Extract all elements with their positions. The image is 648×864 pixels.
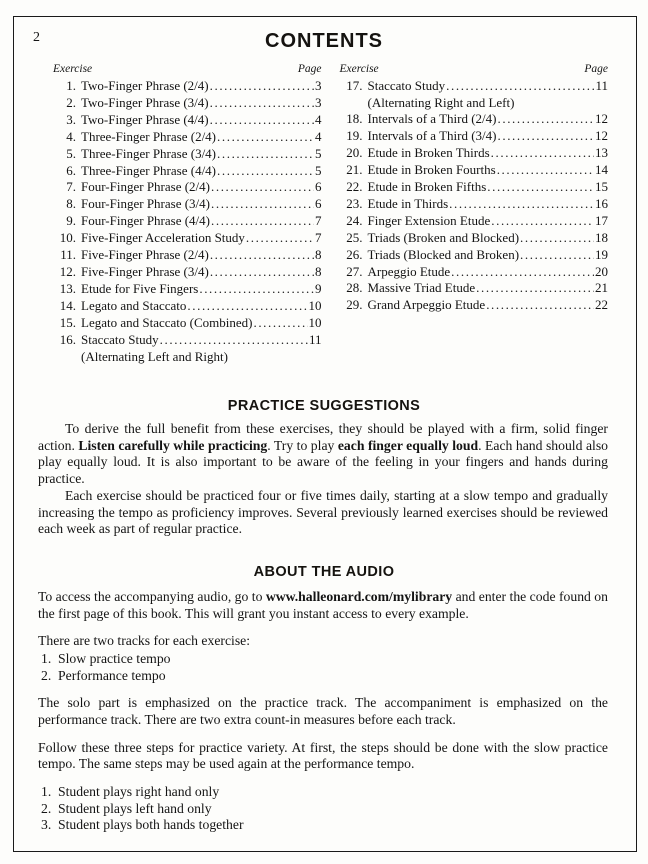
toc-entry-subtitle: (Alternating Left and Right) (81, 348, 228, 364)
toc-entry-page: 4 (315, 128, 322, 144)
practice-suggestions-heading: PRACTICE SUGGESTIONS (227, 398, 421, 414)
toc-entry-title: Five-Finger Phrase (2/4) (81, 247, 209, 263)
practice-suggestions-section (0, 421, 648, 538)
toc-entry (53, 298, 322, 315)
toc-entry (340, 247, 609, 264)
toc-entry-page: 7 (315, 213, 322, 229)
toc-leader-dots (449, 196, 594, 213)
toc-entry-page: 21 (595, 280, 608, 296)
toc-entry-title: Etude in Broken Fifths (367, 179, 487, 195)
text-segment: and enter the code found on the first page of this book. This will grant you instant access to every example. (38, 588, 608, 621)
toc-entry-number: 25. (346, 229, 363, 245)
audio-paragraph-1 (38, 589, 608, 622)
toc-leader-dots (498, 128, 595, 145)
toc-entry-page: 6 (315, 196, 322, 212)
toc-entry-number: 7. (66, 179, 76, 195)
toc-entry-number: 20. (346, 145, 363, 161)
toc-entry-title: Five-Finger Phrase (3/4) (81, 263, 209, 279)
toc-entry-number: 29. (346, 297, 363, 313)
toc-entry-title: Two-Finger Phrase (2/4) (81, 78, 209, 93)
toc-leader-dots (217, 146, 314, 163)
toc-entry-page: 17 (595, 212, 608, 228)
toc-entry-number: 28. (346, 280, 363, 296)
toc-leader-dots (246, 230, 314, 247)
toc-leader-dots (520, 247, 594, 264)
toc-entry (53, 264, 322, 281)
audio-paragraph-3: Follow these three steps for practice variety. At first, the steps should be done with the slow practice tempo. The same steps may be used again at the performance tempo. (38, 739, 608, 772)
toc-entry-title: Grand Arpeggio Etude (367, 297, 486, 313)
toc-entry-number: 4. (66, 128, 76, 144)
toc-leader-dots (217, 129, 314, 146)
toc-column-headers (53, 63, 322, 75)
list-item-number: 2. (41, 800, 52, 816)
toc-entry-page: 3 (315, 94, 322, 110)
toc-entry-title: Intervals of a Third (2/4) (367, 111, 497, 127)
toc-leader-dots (199, 281, 314, 298)
toc-leader-dots (491, 213, 594, 230)
toc-entry-number: 16. (59, 331, 76, 347)
list-item (38, 668, 608, 685)
toc-leader-dots (210, 95, 314, 112)
list-item-text: Performance tempo (58, 667, 166, 683)
toc-leader-dots (217, 163, 314, 180)
toc-entry-subtitle: (Alternating Right and Left) (367, 94, 515, 110)
toc-leader-dots (520, 230, 594, 247)
toc-leader-dots (211, 196, 314, 213)
bold-text-segment: Listen carefully while practicing (78, 437, 268, 453)
toc-entry-page: 12 (595, 111, 608, 127)
about-the-audio-heading: ABOUT THE AUDIO (253, 563, 395, 580)
toc-entry-title: Staccato Study (81, 331, 159, 347)
list-item-number: 2. (41, 667, 52, 683)
toc-entry-title: Etude in Broken Thirds (367, 145, 490, 161)
toc-entry-title: Etude in Thirds (367, 195, 449, 211)
list-item-text: Student plays both hands together (58, 817, 244, 833)
text-segment: . Try to play (267, 437, 338, 453)
toc-entry-number: 13. (59, 280, 76, 296)
toc-entry-page: 10 (308, 314, 322, 330)
list-item-number: 1. (41, 784, 52, 800)
toc-entry-page: 3 (315, 78, 322, 93)
toc-entry-page: 7 (315, 230, 322, 246)
toc-leader-dots (476, 280, 594, 297)
toc-leader-dots (210, 78, 314, 95)
toc-leader-dots (160, 332, 308, 349)
toc-entry (53, 163, 322, 180)
toc-entry-number: 9. (66, 213, 76, 229)
audio-url-text: www.halleonard.com/mylibrary (265, 588, 453, 604)
toc-entry-number: 24. (346, 212, 363, 228)
toc-entry-number: 15. (59, 314, 76, 330)
toc-entry (340, 264, 609, 281)
toc-entry-page: 5 (315, 145, 322, 161)
toc-entry-page: 4 (315, 111, 322, 127)
toc-entry-number: 17. (346, 78, 363, 93)
toc-entry (53, 196, 322, 213)
toc-entry-number: 3. (66, 111, 76, 127)
practice-paragraph-1 (38, 421, 608, 488)
toc-entry-title: Etude in Broken Fourths (367, 162, 496, 178)
toc-leader-dots (253, 315, 307, 332)
toc-entry-page: 16 (595, 195, 608, 211)
bold-text-segment: each finger equally loud (337, 437, 479, 453)
toc-leader-dots (487, 179, 594, 196)
table-of-contents (0, 63, 648, 365)
list-item-text: Student plays right hand only (58, 784, 220, 800)
toc-entry-title: Massive Triad Etude (367, 280, 476, 296)
toc-entry-number: 11. (60, 247, 76, 263)
list-item-text: Slow practice tempo (58, 651, 171, 667)
toc-entry (53, 146, 322, 163)
toc-entry (53, 213, 322, 230)
toc-entry-page: 14 (595, 162, 608, 178)
toc-entry-title: Etude for Five Fingers (81, 280, 199, 296)
toc-entry-title: Two-Finger Phrase (4/4) (81, 111, 209, 127)
toc-entry (53, 332, 322, 349)
toc-leader-dots (210, 112, 314, 129)
toc-entry-title: Three-Finger Phrase (3/4) (81, 145, 217, 161)
toc-entry-title: Three-Finger Phrase (2/4) (81, 128, 217, 144)
page-number: 2 (33, 30, 40, 45)
toc-entry-title: Arpeggio Etude (367, 263, 451, 279)
toc-entry-title: Staccato Study (367, 78, 446, 93)
toc-entry-page: 10 (308, 297, 322, 313)
tracks-intro-text: There are two tracks for each exercise: (38, 633, 251, 649)
toc-entry-number: 14. (59, 297, 76, 313)
toc-entry-number: 10. (59, 230, 76, 246)
toc-entry-title: Four-Finger Phrase (2/4) (81, 179, 210, 195)
toc-entry-page: 18 (595, 229, 608, 245)
toc-leader-dots (187, 298, 307, 315)
toc-entry-title: Legato and Staccato (Combined) (81, 314, 253, 330)
toc-entry (53, 315, 322, 332)
toc-entry-number: 6. (66, 162, 76, 178)
toc-leader-dots (451, 264, 594, 281)
toc-entry (53, 179, 322, 196)
contents-title: CONTENTS (265, 30, 383, 52)
toc-header-page: Page (584, 63, 608, 75)
toc-entry-number: 27. (346, 263, 363, 279)
toc-entry-page: 19 (595, 246, 608, 262)
toc-entry-number: 12. (59, 263, 76, 279)
toc-entry (53, 230, 322, 247)
toc-entry-number: 18. (346, 111, 363, 127)
toc-entry-title: Legato and Staccato (81, 297, 187, 313)
toc-entry-number: 21. (346, 162, 363, 178)
toc-leader-dots (446, 78, 594, 95)
toc-entry-page: 6 (315, 179, 322, 195)
toc-leader-dots (211, 213, 314, 230)
list-item-text: Student plays left hand only (58, 800, 212, 816)
toc-entry-title: Triads (Broken and Blocked) (367, 229, 520, 245)
list-item (38, 817, 608, 834)
toc-entry-page: 15 (595, 179, 608, 195)
toc-entry (53, 129, 322, 146)
toc-entry-number: 5. (66, 145, 76, 161)
toc-entry-page: 11 (308, 331, 322, 347)
toc-entry (53, 78, 322, 95)
text-segment: To access the accompanying audio, go to (38, 588, 266, 604)
toc-entry-title: Finger Extension Etude (367, 212, 491, 228)
toc-entry (340, 297, 609, 314)
list-item-number: 1. (41, 651, 52, 667)
toc-entry (340, 196, 609, 213)
text-segment: . Each hand should also play equally loud. It is also important to be aware of the feeling in your fingers and hands during practice. (38, 437, 608, 487)
toc-leader-dots (498, 111, 595, 128)
toc-entry-title: Triads (Blocked and Broken) (367, 246, 520, 262)
toc-entry (340, 213, 609, 230)
toc-entry (340, 230, 609, 247)
toc-entry-title: Four-Finger Phrase (3/4) (81, 196, 210, 212)
toc-entry-page: 5 (315, 162, 322, 178)
toc-leader-dots (491, 145, 594, 162)
toc-entry-title: Intervals of a Third (3/4) (367, 128, 497, 144)
toc-entry-number: 26. (346, 246, 363, 262)
toc-entry (53, 281, 322, 298)
list-item (38, 784, 608, 801)
toc-entry-page: 22 (595, 297, 608, 313)
toc-column-headers (340, 63, 609, 75)
tracks-list (38, 651, 608, 684)
toc-entry (340, 78, 609, 95)
toc-entry-page: 12 (595, 128, 608, 144)
audio-paragraph-2: The solo part is emphasized on the practice track. The accompaniment is emphasized on the performance track. There are two extra count-in measures before each track. (38, 695, 608, 727)
toc-entry-title: Four-Finger Phrase (4/4) (81, 213, 210, 229)
list-item-number: 3. (41, 817, 52, 833)
toc-entry-page: 20 (595, 263, 608, 279)
practice-paragraph-2: Each exercise should be practiced four or five times daily, starting at a slow tempo and gradually increasing the tempo as proficiency improves. Several previously learned exercises should be reviewed each week as part of regular practice. (38, 487, 608, 537)
toc-leader-dots (210, 264, 314, 281)
toc-entry-page: 13 (595, 145, 608, 161)
toc-leader-dots (211, 179, 314, 196)
toc-entry-title: Three-Finger Phrase (4/4) (81, 162, 217, 178)
toc-header-exercise: Exercise (339, 63, 379, 75)
toc-entry-number: 22. (346, 179, 363, 195)
toc-entry (340, 145, 609, 162)
list-item (38, 651, 608, 668)
toc-entry (340, 280, 609, 297)
toc-entry-page: 9 (315, 280, 322, 296)
toc-entry (340, 162, 609, 179)
toc-entry-page: 8 (315, 247, 322, 263)
text-segment: To derive the full benefit from these exercises, they should be played with a firm, solid finger action. (38, 421, 608, 453)
toc-leader-dots (497, 162, 594, 179)
toc-entry-page: 11 (595, 78, 608, 93)
toc-entry-number: 23. (346, 195, 363, 211)
toc-entry-number: 1. (66, 78, 76, 93)
practice-steps-list (38, 784, 608, 834)
about-the-audio-section (0, 589, 648, 834)
toc-header-exercise: Exercise (53, 63, 93, 75)
list-item (38, 801, 608, 818)
toc-entry-number: 19. (346, 128, 363, 144)
toc-entry-title: Two-Finger Phrase (3/4) (81, 94, 209, 110)
toc-entry (53, 95, 322, 112)
toc-column-left (53, 63, 322, 365)
toc-entry (340, 128, 609, 145)
toc-entry (340, 111, 609, 128)
toc-leader-dots (210, 247, 314, 264)
toc-entry-title: Five-Finger Acceleration Study (81, 230, 245, 246)
toc-leader-dots (486, 297, 594, 314)
toc-entry-page: 8 (315, 263, 322, 279)
toc-entry (53, 247, 322, 264)
toc-entry-number: 8. (66, 196, 76, 212)
toc-entry-number: 2. (66, 94, 76, 110)
toc-entry (53, 112, 322, 129)
toc-column-right (340, 63, 609, 365)
toc-entry (340, 179, 609, 196)
toc-header-page: Page (297, 63, 322, 75)
